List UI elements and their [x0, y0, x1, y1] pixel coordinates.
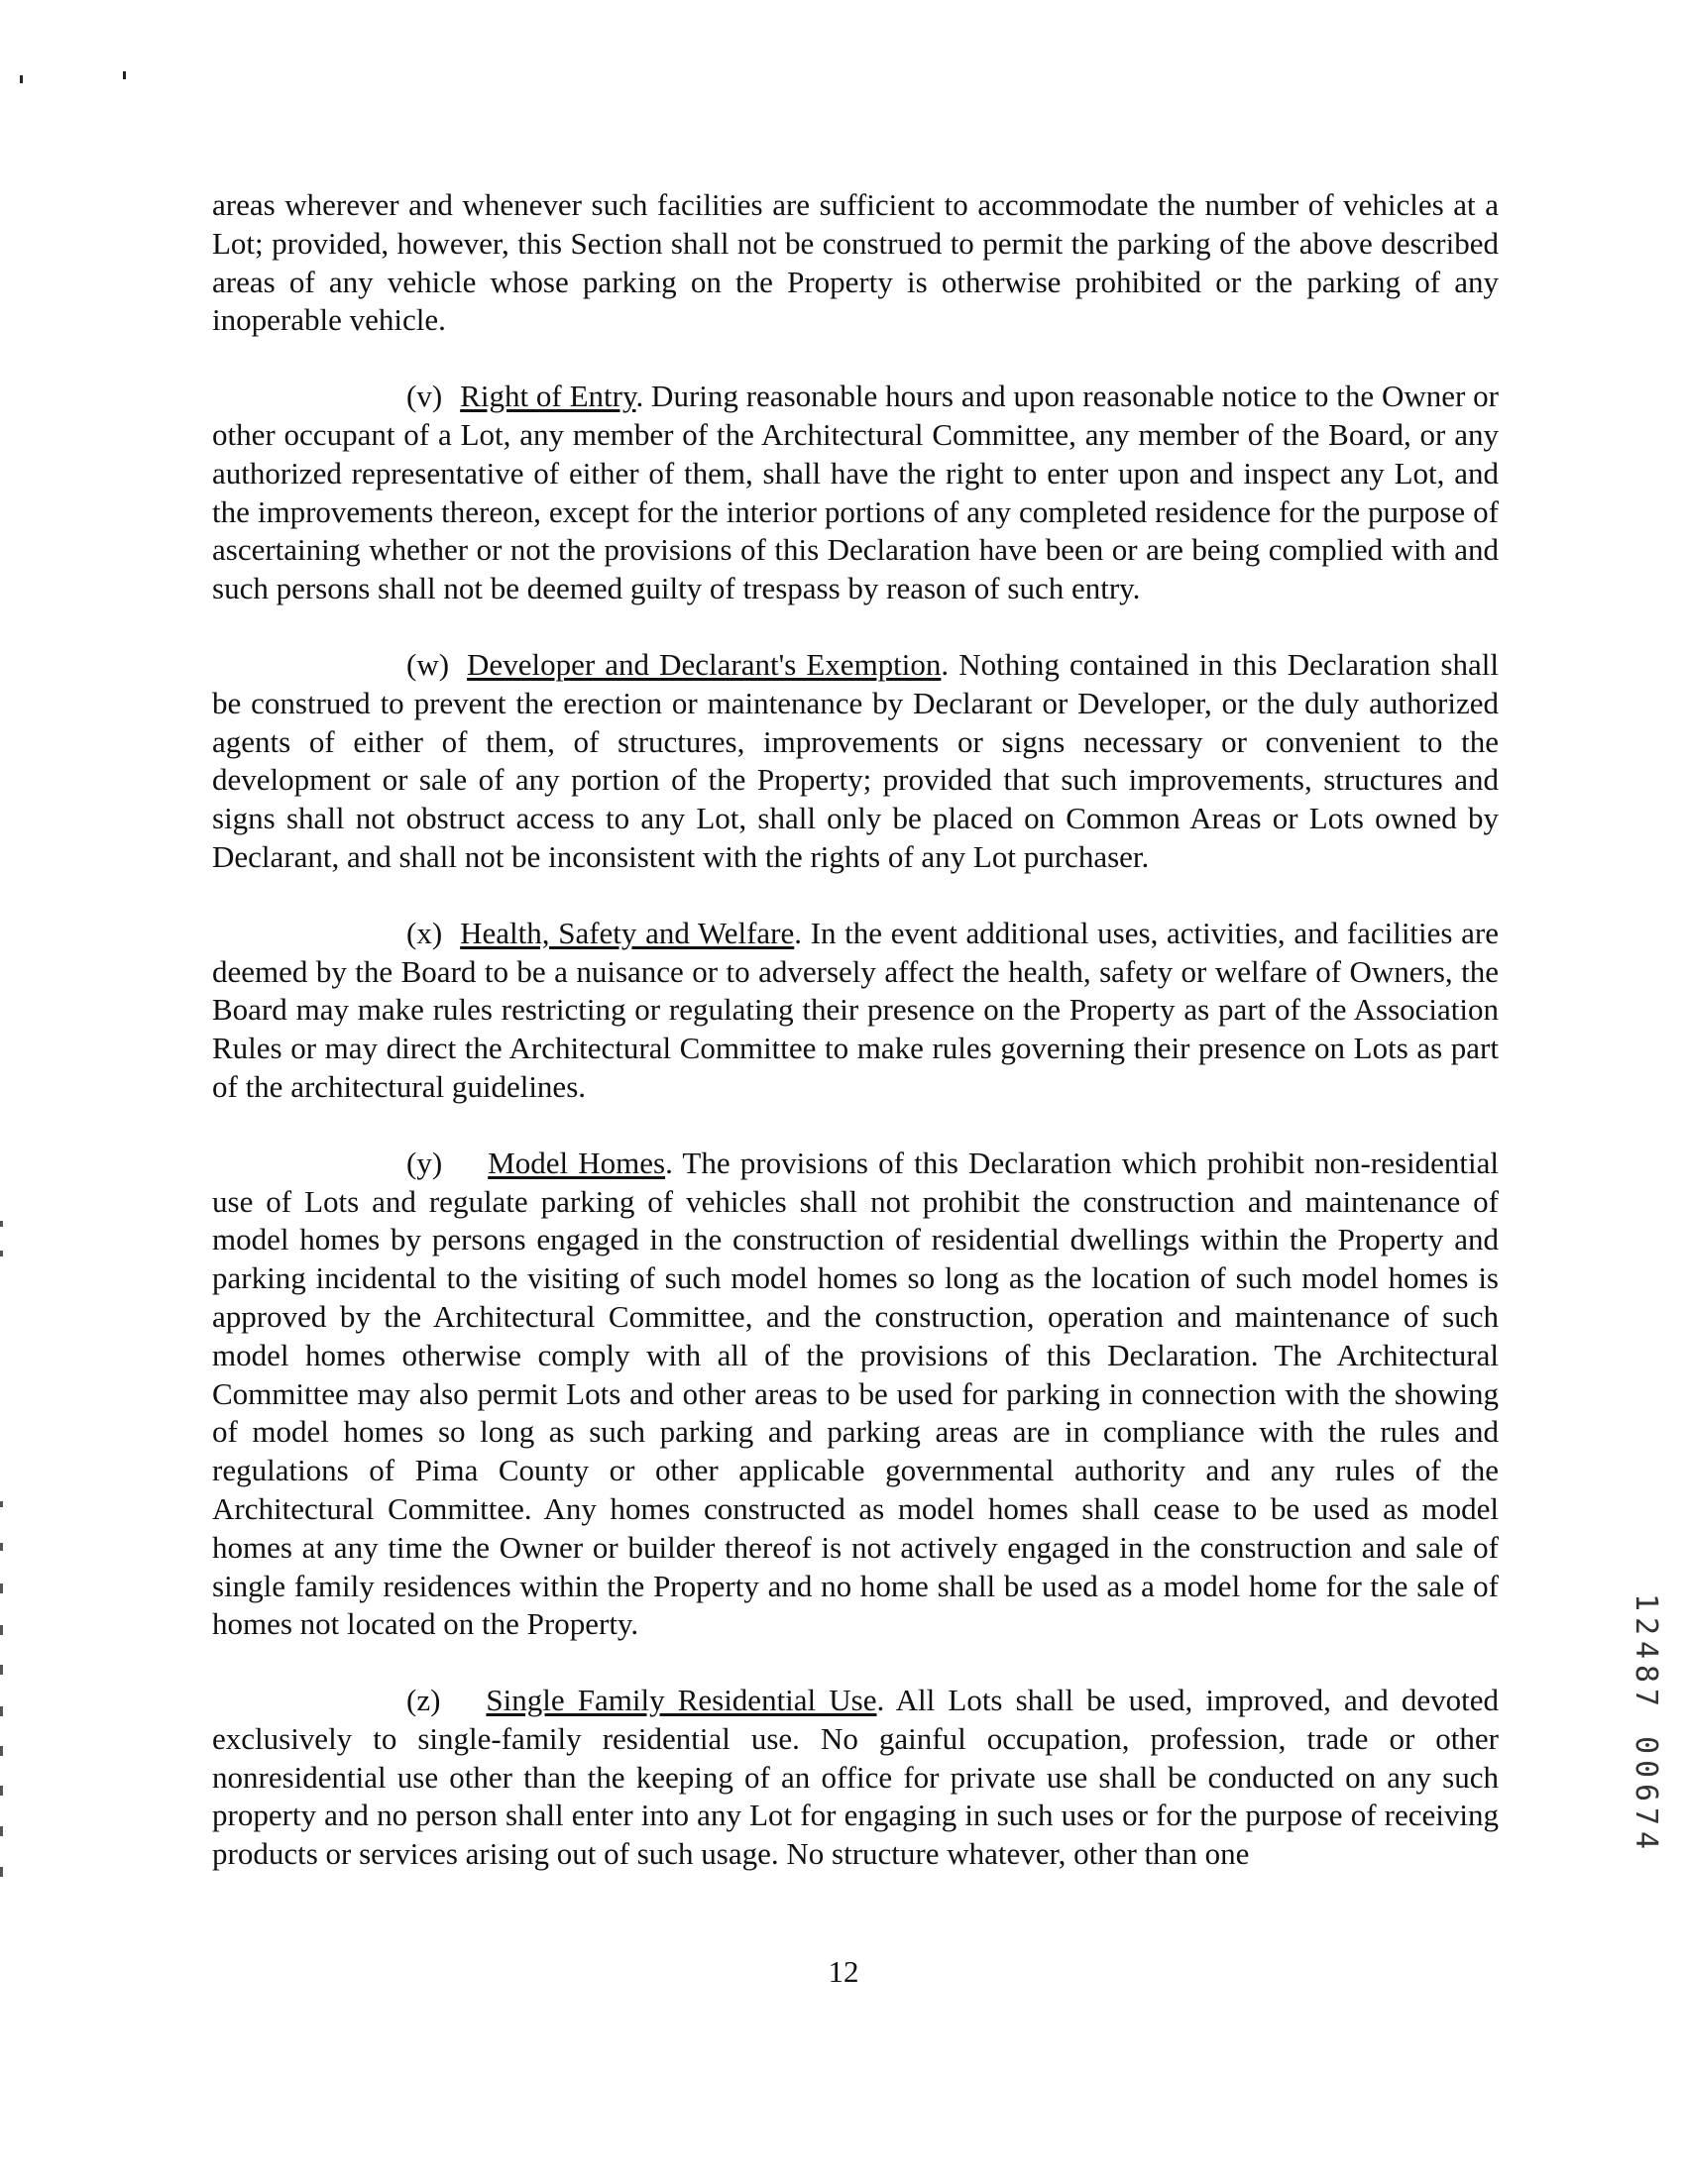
stamp-digit: 2	[1629, 1616, 1663, 1636]
stamp-digit: 7	[1629, 1806, 1663, 1826]
section-label: (v)	[406, 379, 443, 414]
section-heading: Model Homes	[488, 1145, 666, 1180]
stamp-digit: 6	[1629, 1783, 1663, 1802]
paragraph-text: areas wherever and whenever such facilities are sufficient to accommodate the number of vehicles at a Lot; provided, however, this Section shall not be construed to permit the parking of the above described areas of any vehicle whose parking on the Property is otherwise prohibited or the parking of any inoperable vehicle.	[212, 187, 1499, 338]
recording-stamp	[1626, 1590, 1665, 1852]
section-text: . During reasonable hours and upon reasonable notice to the Owner or other occupant of a Lot, any member of the Architectural Committee, any member of the Board, or any authorized representative of either of them, shall have the right to enter upon and inspect any Lot, and the improvements thereon, except for the interior portions of any completed residence for the purpose of ascertaining whether or not the provisions of this Declaration have been or are being complied with and such persons shall not be deemed guilty of trespass by reason of such entry.	[212, 379, 1500, 606]
section-v-right-of-entry	[212, 378, 1499, 608]
scan-speck	[20, 75, 23, 83]
section-text: . The provisions of this Declaration which prohibit non-residential use of Lots and regulate parking of vehicles shall not prohibit the construction and maintenance of model homes by persons engaged in the construction of residential dwellings within the Property and parking incidental to the visiting of such model homes so long as the location of such model homes is approved by the Architectural Committee, and the construction, operation and maintenance of such model homes otherwise comply with all of the provisions of this Declaration. The Architectural Committee may also permit Lots and other areas to be used for parking in connection with the showing of model homes so long as such parking and parking areas are in compliance with the rules and regulations of Pima County or other applicable governmental authority and any rules of the Architectural Committee. Any homes constructed as model homes shall cease to be used as model homes at any time the Owner or builder thereof is not actively engaged in the construction and sale of single family residences within the Property and no home shall be used as a model home for the sale of homes not located on the Property.	[212, 1145, 1499, 1642]
stamp-digit: 1	[1629, 1592, 1663, 1612]
stamp-digit: 7	[1629, 1688, 1663, 1707]
section-heading: Right of Entry	[460, 379, 636, 414]
section-text: . In the event additional uses, activities, and facilities are deemed by the Board to be a nuisance or to adversely affect the health, safety or welfare of Owners, the Board may make rules restricting or regulating their presence on the Property as part of the Association Rules or may direct the Architectural Committee to make rules governing their presence on Lots as part of the architectural guidelines.	[212, 915, 1499, 1104]
paragraph-continuation	[212, 186, 1499, 340]
stamp-digit: 0	[1629, 1759, 1663, 1779]
section-heading: Single Family Residential Use	[486, 1683, 877, 1718]
section-z-single-family-use	[212, 1682, 1499, 1874]
section-label: (z)	[406, 1683, 441, 1718]
section-heading: Health, Safety and Welfare	[460, 915, 795, 950]
section-w-developer-exemption	[212, 646, 1499, 877]
section-x-health-safety-welfare	[212, 915, 1499, 1107]
stamp-digit: 4	[1629, 1640, 1663, 1660]
section-y-model-homes	[212, 1145, 1499, 1644]
stamp-digit: 8	[1629, 1664, 1663, 1684]
scan-speck	[123, 71, 126, 79]
section-text: . Nothing contained in this Declaration shall be construed to prevent the erection or maintenance by Declarant or Developer, or the duly authorized agents of either of them, of structures, improvements or signs necessary or convenient to the development or sale of any portion of the Property; provided that such improvements, structures and signs shall not obstruct access to any Lot, shall only be placed on Common Areas or Lots owned by Declarant, and shall not be inconsistent with the rights of any Lot purchaser.	[212, 646, 1499, 874]
stamp-digit: 4	[1629, 1830, 1663, 1850]
section-label: (x)	[406, 915, 443, 950]
section-label: (y)	[406, 1145, 443, 1180]
section-label: (w)	[406, 646, 450, 682]
stamp-digit: 0	[1629, 1735, 1663, 1755]
section-heading: Developer and Declarant's Exemption	[467, 646, 942, 682]
section-text: . All Lots shall be used, improved, and devoted exclusively to single-family residential use. No gainful occupation, profession, trade or other nonresidential use other than the keeping of an office for private use shall be conducted on any such property and no person shall enter into any Lot for engaging in such uses or for the purpose of receiving products or services arising out of such usage. No structure whatever, other than one	[212, 1683, 1499, 1872]
document-body	[212, 186, 1499, 1911]
page-number: 12	[828, 1954, 859, 1989]
